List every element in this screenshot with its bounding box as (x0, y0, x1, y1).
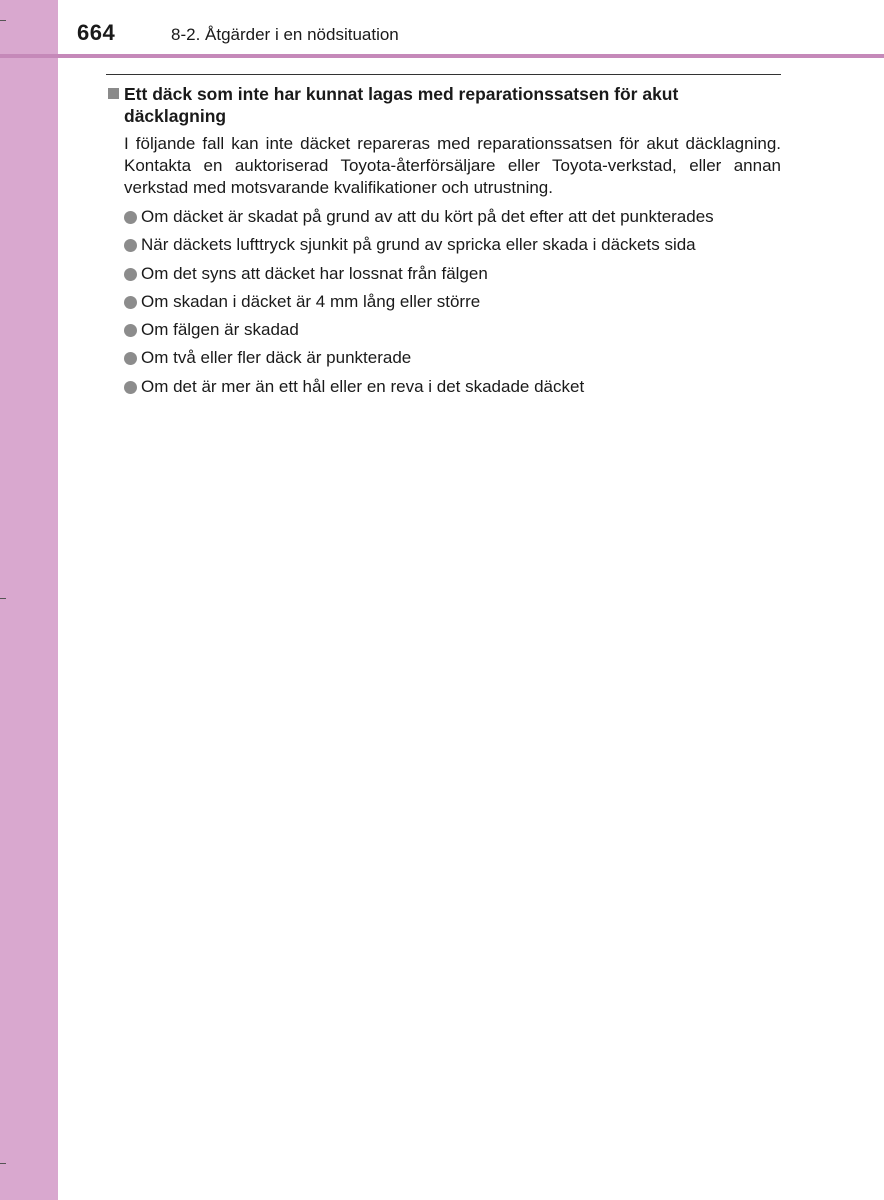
list-item (124, 344, 781, 372)
list-item-text: Om två eller fler däck är punkterade (141, 348, 412, 368)
header-band (0, 0, 884, 55)
circle-bullet-icon (124, 296, 137, 309)
list-item-text: Om skadan i däcket är 4 mm lång eller större (141, 291, 481, 311)
page-number: 664 (77, 20, 116, 45)
heading-rule (106, 74, 781, 75)
list-item-text: Om det syns att däcket har lossnat från fälgen (141, 263, 488, 283)
header-rule (0, 54, 884, 58)
margin-tick (0, 1163, 6, 1164)
list-item-text: När däckets lufttryck sjunkit på grund av spricka eller skada i däckets sida (141, 235, 696, 255)
list-item (124, 288, 781, 316)
circle-bullet-icon (124, 211, 137, 224)
list-item (124, 260, 781, 288)
square-bullet-icon (108, 88, 119, 99)
circle-bullet-icon (124, 324, 137, 337)
list-item-text: Om fälgen är skadad (141, 320, 299, 340)
section-title: 8-2. Åtgärder i en nödsituation (171, 25, 399, 44)
circle-bullet-icon (124, 352, 137, 365)
circle-bullet-icon (124, 381, 137, 394)
list-item (124, 231, 781, 259)
list-item-text: Om däcket är skadat på grund av att du kört på det efter att det punkterades (141, 207, 714, 226)
circle-bullet-icon (124, 268, 137, 281)
circle-bullet-icon (124, 239, 137, 252)
main-content (106, 74, 781, 401)
margin-tick (0, 20, 6, 21)
margin-tick (0, 598, 6, 599)
list-item-text: Om det är mer än ett hål eller en reva i det skadade däcket (141, 376, 585, 396)
side-color-band (0, 0, 58, 1200)
list-item (124, 373, 781, 401)
list-item (124, 203, 781, 231)
list-item (124, 316, 781, 344)
section-paragraph: I följande fall kan inte däcket repareras med reparationssatsen för akut däcklagning. Kontakta en auktoriserad Toyota-återförsäljare eller Toyota-verkstad, eller annan verkstad med motsvarande kvalifikationer och utrustning. (124, 134, 781, 197)
bullet-list (106, 203, 781, 401)
section-heading (106, 83, 781, 127)
section-heading-text: Ett däck som inte har kunnat lagas med reparationssatsen för akut däcklagning (124, 84, 679, 126)
